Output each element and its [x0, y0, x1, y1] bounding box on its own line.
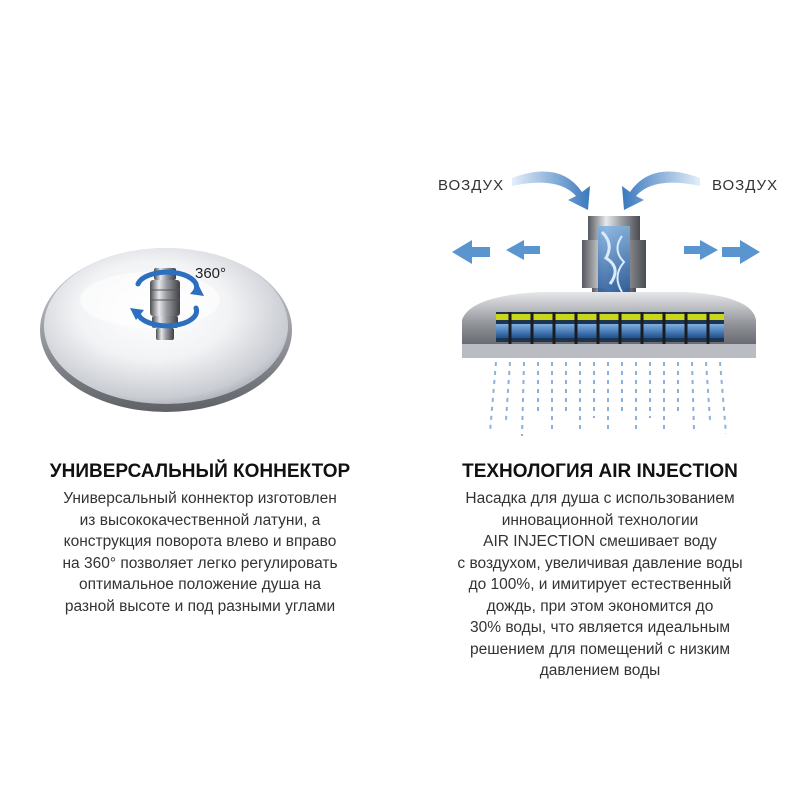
rotation-label: 360° [195, 265, 227, 282]
connector-description [0, 488, 400, 617]
air-label-left: ВОЗДУХ [438, 177, 505, 194]
air-inflow-arrow-right-icon [622, 172, 700, 210]
description-line: разной высоте и под разными углами [64, 597, 336, 615]
description-line: с воздухом, увеличивая давление воды [457, 554, 743, 572]
outflow-arrows-right-icon [684, 240, 760, 264]
description-line: AIR INJECTION смешивает воду [483, 533, 717, 550]
description-line: Универсальный коннектор изготовлен [63, 490, 337, 507]
description-line: на 360° позволяет легко регулировать [62, 554, 338, 572]
shower-head-connector-illustration [0, 0, 400, 440]
air-label-right: ВОЗДУХ [712, 177, 779, 194]
water-streams [490, 362, 726, 436]
description-line: решением для помещений с низким [469, 640, 731, 658]
air-inflow-arrow-left-icon [512, 172, 590, 210]
shower-head-cutaway [462, 292, 756, 358]
connector-title: УНИВЕРСАЛЬНЫЙ КОННЕКТОР [49, 461, 351, 482]
description-line: 30% воды, что является идеальным [469, 619, 730, 636]
description-line: конструкция поворота влево и вправо [63, 533, 337, 550]
description-line: из высококачественной латуни, а [79, 511, 321, 529]
shower-neck [582, 216, 646, 302]
description-line: оптимальное положение душа на [78, 576, 322, 593]
air-injection-illustration [400, 0, 800, 440]
air-injection-description [400, 488, 800, 682]
description-line: до 100%, и имитирует естественный [468, 576, 732, 593]
description-line: давлением воды [539, 662, 661, 679]
description-line: инновационной технологии [501, 511, 699, 529]
air-injection-title: ТЕХНОЛОГИЯ AIR INJECTION [462, 461, 738, 482]
description-line: дождь, при этом экономится до [486, 597, 714, 615]
air-injection-panel [400, 0, 800, 800]
description-line: Насадка для душа с использованием [465, 490, 735, 507]
outflow-arrows-left-icon [452, 240, 540, 264]
